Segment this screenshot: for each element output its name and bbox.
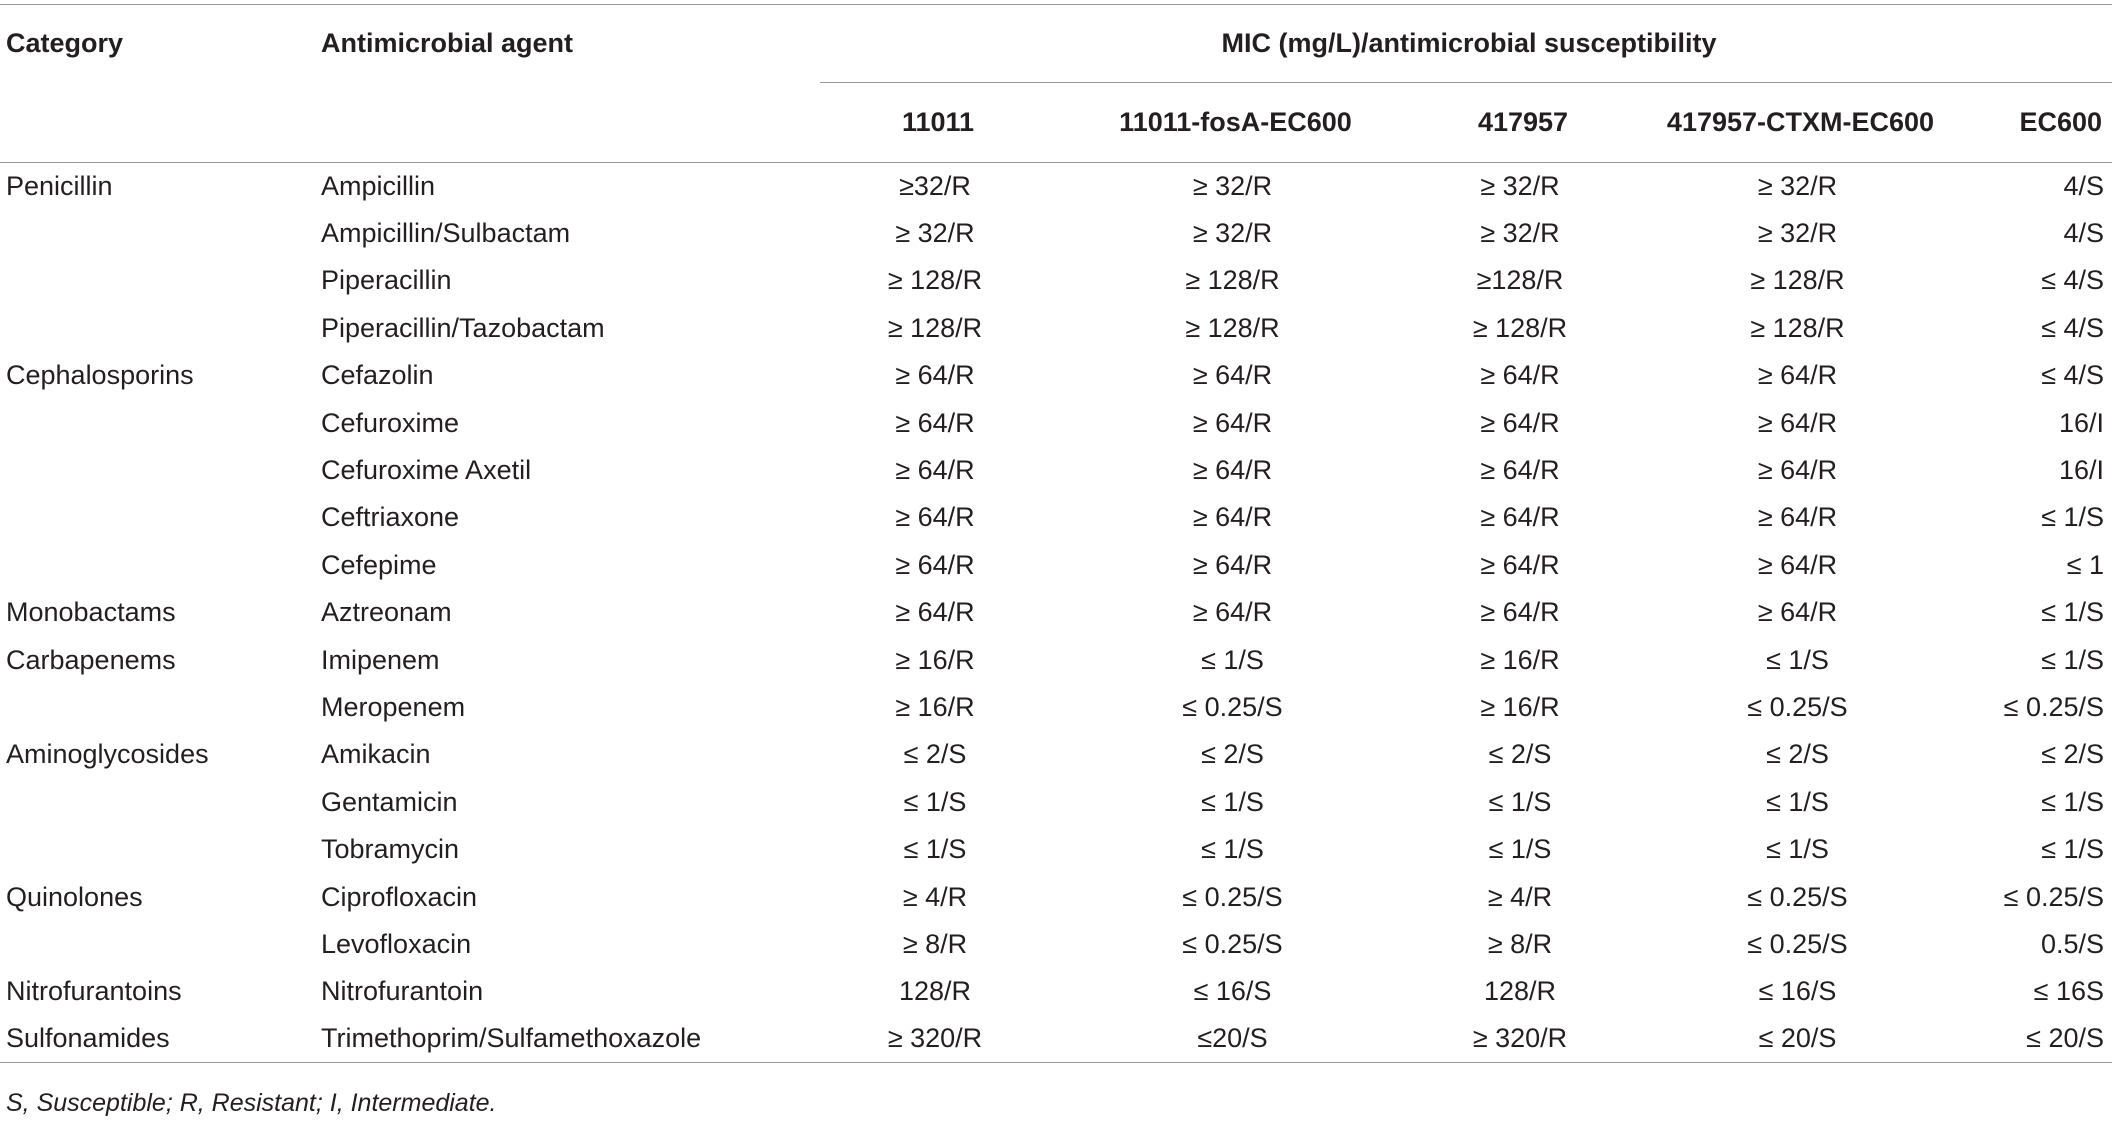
mic-value-cell: ≥ 64/R	[1757, 502, 1838, 533]
table-row	[0, 352, 2112, 399]
table-row	[0, 494, 2112, 541]
mic-value-cell: ≤ 4/S	[2041, 312, 2105, 343]
mic-value-cell: ≥ 320/R	[1415, 1016, 1625, 1063]
mic-value-cell: ≤ 1/S	[1766, 644, 1829, 675]
mic-value-cell: ≥ 64/R	[895, 407, 975, 438]
category-cell: Carbapenems	[6, 644, 176, 675]
header-blank	[315, 83, 820, 163]
category-cell: Cephalosporins	[6, 360, 194, 391]
mic-value-cell: ≥32/R	[899, 170, 971, 201]
mic-value-cell: ≥ 64/R	[895, 360, 975, 391]
mic-value-cell: ≤ 20/S	[1970, 1016, 2112, 1063]
mic-value-cell: ≥ 64/R	[1192, 407, 1273, 438]
mic-value-cell: ≤ 1/S	[2041, 502, 2105, 533]
mic-value-cell: ≤ 2/S	[2041, 739, 2105, 770]
agent-cell: Trimethoprim/Sulfamethoxazole	[315, 1016, 820, 1063]
mic-value-cell: ≤ 0.25/S	[1747, 691, 1848, 722]
mic-value-cell: ≤ 1/S	[1488, 834, 1552, 865]
table-row	[0, 826, 2112, 873]
mic-value-cell: ≥ 4/R	[902, 881, 968, 912]
mic-value-cell: ≤ 0.25/S	[2003, 881, 2105, 912]
mic-value-cell: ≥ 64/R	[1757, 455, 1838, 486]
header-strain: 417957-CTXM-EC600	[1625, 83, 1970, 163]
mic-value-cell: ≥ 64/R	[1192, 597, 1273, 628]
mic-value-cell: ≥ 64/R	[895, 549, 975, 580]
mic-value-cell: ≥ 32/R	[1192, 170, 1273, 201]
mic-value-cell: ≤ 1/S	[1766, 834, 1829, 865]
category-cell	[0, 494, 315, 541]
mic-value-cell: ≥ 128/R	[1472, 312, 1568, 343]
header-mic-group: MIC (mg/L)/antimicrobial susceptibility	[820, 5, 2112, 83]
category-cell	[0, 399, 315, 446]
table-row	[0, 731, 2112, 778]
mic-value-cell: ≥128/R	[1476, 265, 1564, 296]
mic-value-cell: ≤ 1/S	[2041, 597, 2105, 628]
mic-value-cell: ≥ 16/R	[895, 644, 975, 675]
mic-value-cell: ≥ 8/R	[1487, 928, 1553, 959]
mic-value-cell: ≥ 16/R	[1480, 691, 1560, 722]
mic-value-cell: ≥ 64/R	[895, 597, 975, 628]
table-row	[0, 447, 2112, 494]
header-strain: 417957	[1415, 83, 1625, 163]
mic-value-cell: ≤ 16S	[2033, 976, 2105, 1007]
mic-value-cell: ≤ 1/S	[1766, 786, 1829, 817]
mic-value-cell: ≥ 64/R	[1757, 360, 1838, 391]
mic-value-cell: ≥ 320/R	[820, 1016, 1050, 1063]
category-cell	[0, 305, 315, 352]
table-row	[0, 210, 2112, 257]
mic-value-cell: ≥ 32/R	[1480, 218, 1560, 249]
mic-value-cell: ≥ 64/R	[1757, 549, 1838, 580]
table-header	[0, 5, 2112, 163]
mic-value-cell: ≥ 64/R	[1480, 597, 1560, 628]
mic-value-cell: ≥ 64/R	[1480, 360, 1560, 391]
table-body	[0, 163, 2112, 1063]
table-row	[0, 542, 2112, 589]
mic-value-cell: ≥ 128/R	[1185, 265, 1280, 296]
mic-value-cell: ≤ 0.25/S	[1182, 928, 1283, 959]
mic-value-cell: ≥ 8/R	[902, 928, 968, 959]
agent-cell: Amikacin	[321, 739, 431, 770]
mic-value-cell: ≤ 1/S	[1201, 644, 1264, 675]
category-cell	[0, 779, 315, 826]
mic-value-cell: ≤ 0.25/S	[2003, 691, 2105, 722]
mic-value-cell: ≥ 4/R	[1487, 881, 1553, 912]
category-cell	[0, 257, 315, 304]
mic-value-cell: ≥ 64/R	[1192, 549, 1273, 580]
mic-value-cell: ≥ 64/R	[1480, 549, 1560, 580]
table-row	[0, 305, 2112, 352]
mic-value-cell: ≤ 2/S	[1766, 739, 1829, 770]
agent-cell: Cefepime	[321, 549, 437, 580]
category-cell	[0, 542, 315, 589]
table-row	[0, 968, 2112, 1015]
table-row	[0, 921, 2112, 968]
header-strain: EC600	[1970, 83, 2112, 163]
mic-value-cell: ≥ 64/R	[1192, 360, 1273, 391]
table-row	[0, 399, 2112, 446]
table-row	[0, 163, 2112, 210]
mic-value-cell: ≤ 1/S	[1201, 786, 1264, 817]
category-cell: Monobactams	[6, 597, 176, 628]
table-row	[0, 636, 2112, 683]
mic-value-cell: ≥ 16/R	[895, 691, 975, 722]
table-footnote: S, Susceptible; R, Resistant; I, Intermediate.	[6, 1089, 497, 1117]
agent-cell: Ciprofloxacin	[321, 881, 478, 912]
mic-value-cell: ≥ 64/R	[1192, 502, 1273, 533]
mic-value-cell: ≤ 1	[2066, 549, 2105, 580]
mic-value-cell: 16/I	[2059, 407, 2105, 438]
table-row	[0, 873, 2112, 920]
mic-value-cell: ≤ 1/S	[2041, 644, 2105, 675]
mic-value-cell: 128/R	[1483, 976, 1557, 1007]
mic-value-cell: ≥ 32/R	[895, 218, 975, 249]
mic-value-cell: ≥ 64/R	[1480, 407, 1560, 438]
mic-value-cell: ≤ 0.25/S	[1747, 881, 1848, 912]
mic-value-cell: ≥ 128/R	[1750, 312, 1845, 343]
mic-susceptibility-table	[0, 4, 2112, 1063]
agent-cell: Meropenem	[321, 691, 466, 722]
mic-value-cell: ≤ 0.25/S	[1182, 881, 1283, 912]
category-cell	[0, 684, 315, 731]
category-cell: Aminoglycosides	[6, 739, 209, 770]
category-cell: Quinolones	[6, 881, 143, 912]
mic-value-cell: ≤ 16/S	[1758, 976, 1837, 1007]
mic-value-cell: ≤ 16/S	[1193, 976, 1272, 1007]
agent-cell: Ampicillin	[321, 170, 436, 201]
mic-value-cell: ≥ 64/R	[1480, 455, 1560, 486]
header-blank	[0, 83, 315, 163]
mic-value-cell: 0.5/S	[2041, 928, 2105, 959]
mic-value-cell: ≥ 64/R	[1480, 502, 1560, 533]
agent-cell: Levofloxacin	[321, 928, 472, 959]
header-category: Category	[0, 5, 315, 83]
mic-value-cell: ≥ 64/R	[895, 455, 975, 486]
mic-value-cell: ≥ 64/R	[1757, 597, 1838, 628]
mic-value-cell: ≥ 32/R	[1192, 218, 1273, 249]
mic-value-cell: ≥ 128/R	[887, 312, 983, 343]
category-cell: Penicillin	[6, 170, 113, 201]
category-cell	[0, 921, 315, 968]
category-cell	[0, 826, 315, 873]
table-row	[0, 684, 2112, 731]
mic-value-cell: 4/S	[2063, 170, 2105, 201]
mic-value-cell: ≥ 32/R	[1757, 218, 1838, 249]
mic-value-cell: ≥ 128/R	[1185, 312, 1280, 343]
mic-value-cell: ≤ 0.25/S	[1747, 928, 1848, 959]
mic-value-cell: ≤20/S	[1050, 1016, 1415, 1063]
mic-value-cell: ≤ 1/S	[903, 834, 967, 865]
header-strain: 11011-fosA-EC600	[1050, 83, 1415, 163]
mic-value-cell: ≥ 32/R	[1480, 170, 1560, 201]
header-antimicrobial-agent: Antimicrobial agent	[315, 5, 820, 83]
mic-value-cell: ≤ 1/S	[2041, 834, 2105, 865]
agent-cell: Piperacillin	[321, 265, 452, 296]
mic-value-cell: ≤ 4/S	[2041, 265, 2105, 296]
table-row	[0, 589, 2112, 636]
agent-cell: Cefuroxime Axetil	[321, 455, 532, 486]
agent-cell: Ceftriaxone	[321, 502, 460, 533]
mic-value-cell: ≤ 1/S	[1488, 786, 1552, 817]
table-row	[0, 1016, 2112, 1063]
mic-value-cell: 4/S	[2063, 218, 2105, 249]
table-row	[0, 779, 2112, 826]
category-cell	[0, 210, 315, 257]
mic-value-cell: ≥ 128/R	[1750, 265, 1845, 296]
mic-value-cell: ≤ 1/S	[2041, 786, 2105, 817]
table-row	[0, 257, 2112, 304]
mic-value-cell: ≥ 64/R	[895, 502, 975, 533]
category-cell: Sulfonamides	[0, 1016, 315, 1063]
mic-value-cell: ≥ 64/R	[1192, 455, 1273, 486]
category-cell: Nitrofurantoins	[6, 976, 182, 1007]
mic-value-cell: ≤ 2/S	[1488, 739, 1552, 770]
agent-cell: Nitrofurantoin	[321, 976, 484, 1007]
category-cell	[0, 447, 315, 494]
mic-value-cell: ≤ 1/S	[903, 786, 967, 817]
mic-value-cell: 128/R	[898, 976, 972, 1007]
mic-value-cell: ≤ 20/S	[1625, 1016, 1970, 1063]
mic-value-cell: ≤ 2/S	[1201, 739, 1264, 770]
mic-value-cell: ≥ 32/R	[1757, 170, 1838, 201]
mic-value-cell: ≥ 128/R	[887, 265, 983, 296]
agent-cell: Cefuroxime	[321, 407, 460, 438]
agent-cell: Tobramycin	[321, 834, 460, 865]
agent-cell: Ampicillin/Sulbactam	[321, 218, 571, 249]
agent-cell: Gentamicin	[321, 786, 458, 817]
agent-cell: Aztreonam	[321, 597, 452, 628]
mic-value-cell: ≥ 16/R	[1480, 644, 1560, 675]
mic-value-cell: 16/I	[2059, 455, 2105, 486]
mic-value-cell: ≤ 1/S	[1201, 834, 1264, 865]
header-strain: 11011	[820, 83, 1050, 163]
mic-value-cell: ≤ 4/S	[2041, 360, 2105, 391]
agent-cell: Piperacillin/Tazobactam	[321, 312, 605, 343]
mic-value-cell: ≤ 2/S	[903, 739, 967, 770]
mic-value-cell: ≥ 64/R	[1757, 407, 1838, 438]
agent-cell: Imipenem	[321, 644, 440, 675]
agent-cell: Cefazolin	[321, 360, 434, 391]
mic-value-cell: ≤ 0.25/S	[1182, 691, 1283, 722]
